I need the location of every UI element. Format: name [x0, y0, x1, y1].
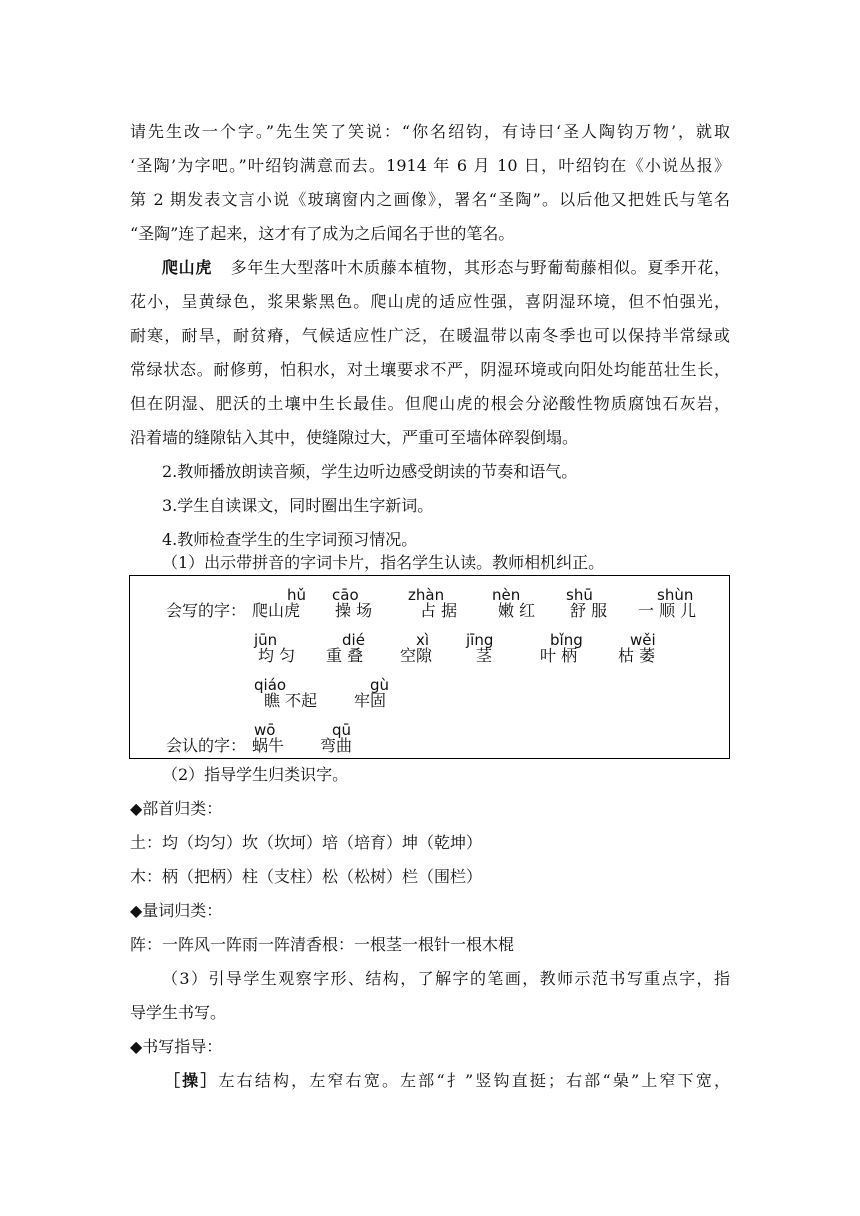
- pinyin: dié: [342, 631, 365, 649]
- step-line: 2.教师播放朗读音频，学生边听边感受朗读的节奏和语气。: [162, 462, 578, 481]
- card-word: 枯 萎: [618, 646, 656, 665]
- writing-guide-line: [164, 1071, 730, 1091]
- pinyin: shùn: [657, 586, 694, 604]
- pinyin: nèn: [492, 586, 521, 604]
- pashanhu-line: 但在阴湿、肥沃的土壤中生长最佳。但爬山虎的根会分泌酸性物质腐蚀石灰岩，: [130, 394, 730, 413]
- card-word: 牢固: [354, 691, 387, 710]
- pinyin: jūn: [254, 631, 278, 649]
- step-line: （2）指导学生归类识字。: [162, 765, 349, 784]
- pinyin: wō: [254, 721, 276, 739]
- category-line: 土：均（均匀）坎（坎坷）培（培育）坤（乾坤）: [130, 833, 483, 852]
- pinyin: jīng: [466, 631, 494, 649]
- card-word: 蜗牛: [252, 736, 285, 755]
- pinyin: hǔ: [287, 586, 307, 604]
- pashanhu-line: 常绿状态。耐修剪，怕积水，对土壤要求不严，阴湿环境或向阳处均能茁壮生长，: [130, 360, 730, 379]
- card-word: 重 叠: [326, 646, 364, 665]
- pashanhu-first-line: [162, 258, 730, 278]
- guide-text: 左右结构，左窄右宽。左部“扌”竖钩直挺；右部“喿”上窄下宽，: [218, 1071, 730, 1090]
- writing-guide-heading: ◆书写指导：: [130, 1037, 223, 1056]
- pashanhu-line: 耐寒，耐旱，耐贫瘠，气候适应性广泛，在暖温带以南冬季也可以保持半常绿或: [130, 326, 730, 345]
- paragraph-line: ‘圣陶’为字吧。”叶绍钧满意而去。1914 年 6 月 10 日，叶绍钧在《小说丛报》: [130, 156, 730, 175]
- card-word: 空隙: [400, 646, 433, 665]
- read-label: 会认的字：: [166, 736, 247, 755]
- category-heading: ◆部首归类：: [130, 799, 223, 818]
- pashanhu-term: 爬山虎: [162, 258, 212, 277]
- guide-char: ［操］: [164, 1071, 219, 1090]
- paragraph-line: “圣陶”连了起来，这才有了成为之后闻名于世的笔名。: [130, 224, 515, 243]
- pinyin: xì: [416, 631, 430, 649]
- card-word: 茎: [476, 646, 493, 665]
- card-word: 嫩 红: [498, 601, 536, 620]
- step-line: 3.学生自读课文，同时圈出生字新词。: [162, 496, 434, 515]
- pinyin: zhàn: [408, 586, 445, 604]
- word-card: [129, 575, 730, 759]
- card-word: 舒 服: [570, 601, 608, 620]
- step-line: （3）引导学生观察字形、结构，了解字的笔画，教师示范书写重点字，指: [162, 969, 730, 988]
- card-word: 瞧 不起: [264, 691, 318, 710]
- card-word: 占 据: [420, 601, 458, 620]
- pinyin: qū: [332, 721, 352, 739]
- card-word: 爬山虎: [252, 601, 301, 620]
- step-line: 导学生书写。: [130, 1003, 227, 1022]
- pashanhu-line: 花小，呈黄绿色，浆果紫黑色。爬山虎的适应性强，喜阴湿环境，但不怕强光，: [130, 292, 730, 311]
- card-word: 一 顺 儿: [638, 601, 697, 620]
- pinyin: bǐng: [550, 631, 583, 649]
- pinyin: gù: [370, 676, 390, 694]
- card-word: 叶 柄: [540, 646, 578, 665]
- category-line: 木：柄（把柄）柱（支柱）松（松树）栏（围栏）: [130, 867, 483, 886]
- category-line: 阵：一阵风一阵雨一阵清香根：一根茎一根针一根木棍: [130, 935, 515, 954]
- write-label: 会写的字：: [166, 601, 247, 620]
- category-heading: ◆量词归类：: [130, 901, 223, 920]
- pinyin: wěi: [630, 631, 656, 649]
- card-word: 均 匀: [258, 646, 296, 665]
- paragraph-line: 第 2 期发表文言小说《玻璃窗内之画像》，署名“圣陶”。以后他又把姓氏与笔名: [130, 190, 730, 209]
- step-line: （1）出示带拼音的字词卡片，指名学生认读。教师相机纠正。: [162, 553, 605, 572]
- pashanhu-line: 沿着墙的缝隙钻入其中，使缝隙过大，严重可至墙体碎裂倒塌。: [130, 428, 579, 447]
- pinyin: shū: [566, 586, 593, 604]
- paragraph-line: 请先生改一个字。”先生笑了笑说：“你名绍钧，有诗曰‘圣人陶钧万物’，就取: [130, 122, 730, 141]
- step-line: 4.教师检查学生的生字词预习情况。: [162, 530, 418, 549]
- pinyin: cāo: [332, 586, 359, 604]
- card-word: 操 场: [335, 601, 373, 620]
- pinyin: qiáo: [254, 676, 287, 694]
- pashanhu-line: 多年生大型落叶木质藤本植物，其形态与野葡萄藤相似。夏季开花，: [230, 258, 730, 277]
- card-word: 弯曲: [320, 736, 353, 755]
